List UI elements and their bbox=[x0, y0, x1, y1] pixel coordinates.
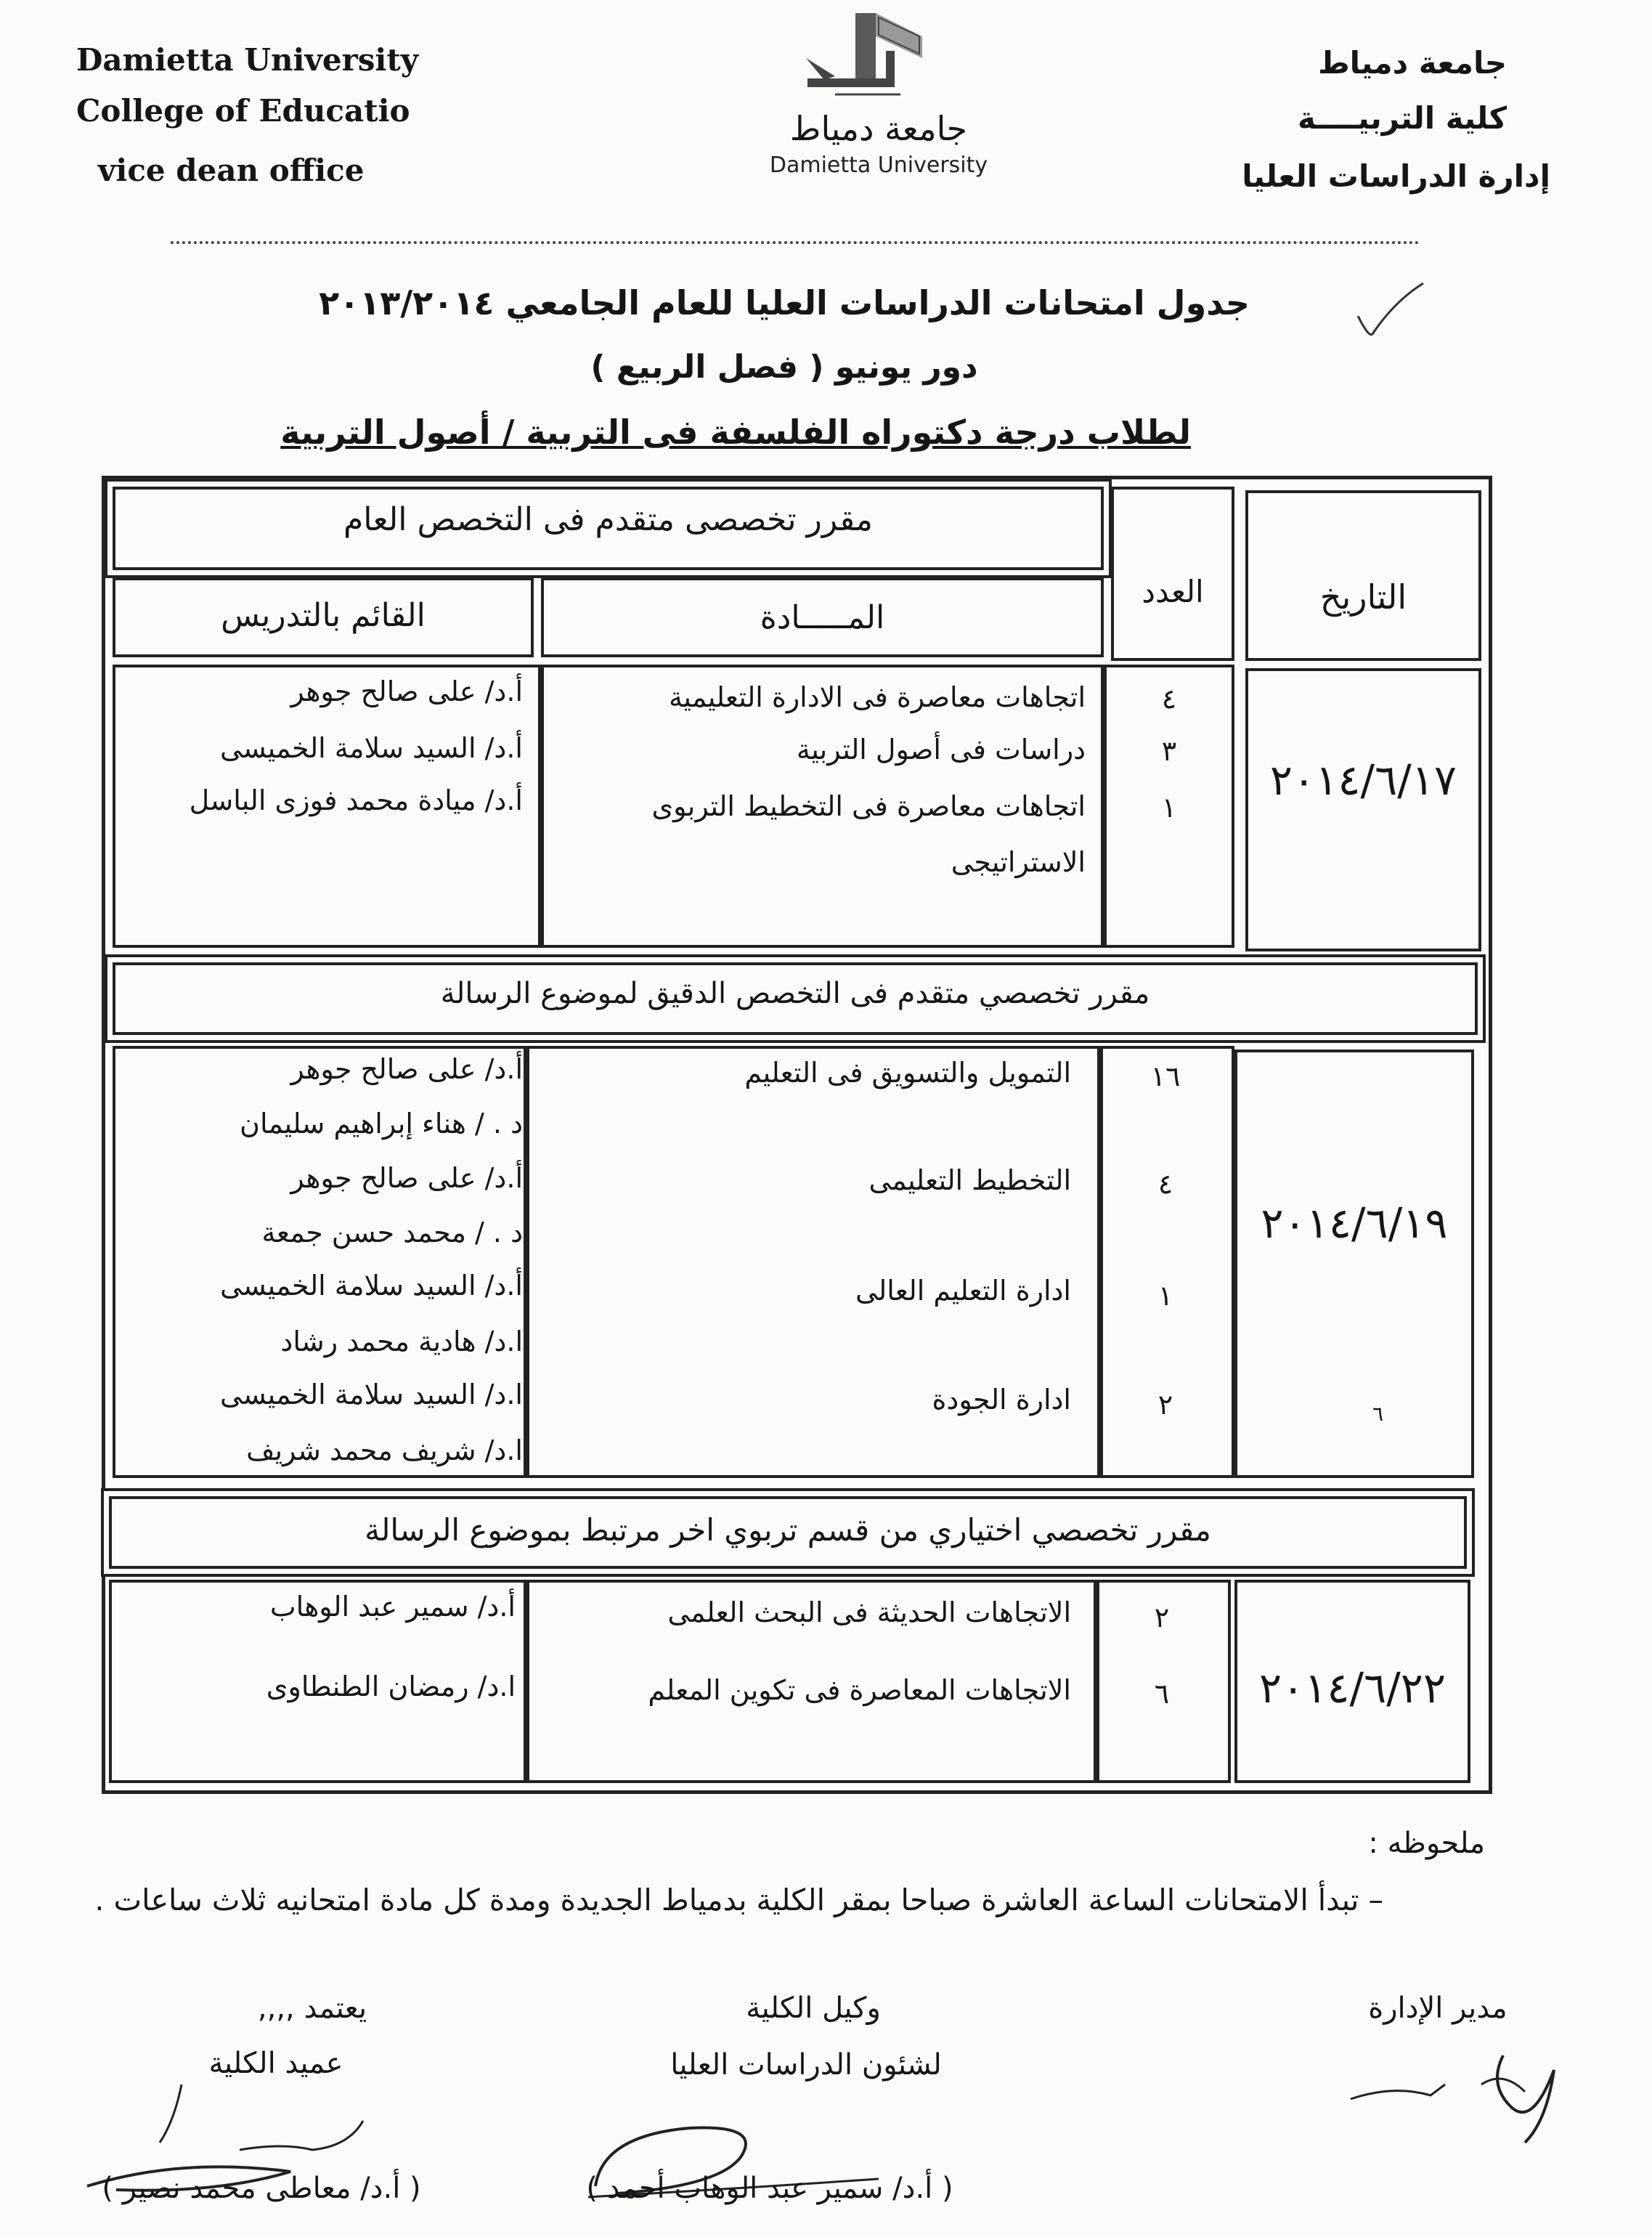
table-row-subject: التمويل والتسويق فى التعليم bbox=[744, 1057, 1071, 1089]
table-row-subject: الاتجاهات الحديثة فى البحث العلمى bbox=[667, 1596, 1071, 1628]
date-header: التاريخ bbox=[1319, 577, 1407, 617]
section-1-date-cell bbox=[1245, 668, 1481, 951]
table-row-instructor: أ.د/ ميادة محمد فوزى الباسل bbox=[189, 784, 523, 816]
logo-text-en: Damietta University bbox=[769, 153, 988, 178]
table-row-instructor: أ.د/ سمير عبد الوهاب bbox=[269, 1591, 516, 1623]
students-title: لطلاب درجة دكتوراه الفلسفة فى التربية / أصول التربية bbox=[280, 413, 1191, 452]
dean-approve: يعتمد ,,,, bbox=[257, 1992, 367, 2025]
section-2-date: ٢٠١٤/٦/١٩ bbox=[1261, 1198, 1448, 1248]
table-row-count: ١ bbox=[1161, 792, 1177, 824]
count-header: العدد bbox=[1142, 574, 1204, 609]
logo-text-ar: جامعة دمياط bbox=[789, 109, 968, 148]
college-name-ar: كلية التربيــــة bbox=[1297, 100, 1507, 136]
table-row-instructor: أ.د/ على صالح جوهر bbox=[290, 1053, 523, 1085]
table-row-instructor: ا.د/ هادية محمد رشاد bbox=[280, 1325, 523, 1357]
university-logo bbox=[755, 7, 1002, 182]
check-mark-icon bbox=[1351, 280, 1431, 348]
table-row-subject: اتجاهات معاصرة فى التخطيط التربوى bbox=[651, 790, 1086, 822]
table-row-count: ٦ bbox=[1154, 1678, 1170, 1710]
schedule-title: جدول امتحانات الدراسات العليا للعام الجامعي ٢٠١٣/٢٠١٤ bbox=[319, 283, 1250, 322]
table-row-instructor: د . / محمد حسن جمعة bbox=[261, 1217, 523, 1249]
college-name-en: College of Educatio bbox=[76, 93, 410, 129]
table-row-subject: الاتجاهات المعاصرة فى تكوين المعلم bbox=[648, 1674, 1071, 1706]
section-1-title: مقرر تخصصى متقدم فى التخصص العام bbox=[343, 501, 873, 538]
table-row-subject: ادارة الجودة bbox=[932, 1384, 1071, 1416]
vice-dean-title: وكيل الكلية bbox=[746, 1992, 881, 2025]
header-divider bbox=[171, 241, 1420, 244]
dean-title: عميد الكلية bbox=[208, 2047, 343, 2080]
vice-dean-name: ( أ.د/ سمير عبد الوهاب أحمد ) bbox=[586, 2172, 953, 2205]
vice-dean-subtitle: لشئون الدراسات العليا bbox=[670, 2048, 942, 2082]
note-text: – تبدأ الامتحانات الساعة العاشرة صباحا بمقر الكلية بدمياط الجديدة ومدة كل مادة امتحانيه ثلاث ساعات . bbox=[94, 1883, 1383, 1917]
section-3-title: مقرر تخصصي اختياري من قسم تربوي اخر مرتبط بموضوع الرسالة bbox=[365, 1512, 1211, 1548]
dean-name: ( أ.د/ معاطى محمد نصير ) bbox=[102, 2172, 421, 2205]
manager-title: مدير الإدارة bbox=[1368, 1992, 1507, 2025]
table-row-instructor: أ.د/ السيد سلامة الخميسى bbox=[220, 1270, 523, 1302]
table-row-count: ٤ bbox=[1157, 1168, 1173, 1200]
table-row-count: ٢ bbox=[1157, 1389, 1173, 1421]
university-name-ar: جامعة دمياط bbox=[1318, 45, 1507, 81]
table-row-instructor: ا.د/ رمضان الطنطاوى bbox=[266, 1670, 516, 1702]
subject-header: المـــــادة bbox=[760, 599, 885, 636]
section-1-date: ٢٠١٤/٦/١٧ bbox=[1269, 755, 1457, 805]
table-row-subject: دراسات فى أصول التربية bbox=[796, 734, 1086, 766]
table-row-subject: اتجاهات معاصرة فى الادارة التعليمية bbox=[669, 681, 1086, 713]
instructor-header: القائم بالتدريس bbox=[221, 597, 426, 634]
table-row-instructor: أ.د/ السيد سلامة الخميسى bbox=[220, 732, 523, 764]
table-row-count: ٣ bbox=[1161, 735, 1177, 767]
stray-mark: ٦ bbox=[1372, 1402, 1384, 1426]
note-label: ملحوظه : bbox=[1368, 1827, 1485, 1860]
table-row-instructor: أ.د/ على صالح جوهر bbox=[290, 1162, 523, 1194]
table-row-count: ٢ bbox=[1154, 1601, 1170, 1633]
table-row-count: ١ bbox=[1157, 1280, 1173, 1312]
office-name-ar: إدارة الدراسات العليا bbox=[1242, 158, 1550, 194]
manager-signature-icon bbox=[1336, 2041, 1568, 2153]
table-row-instructor: أ.د/ على صالح جوهر bbox=[290, 675, 523, 707]
table-row-subject-continued: الاستراتيجى bbox=[951, 846, 1086, 878]
table-row-instructor: ا.د/ شريف محمد شريف bbox=[246, 1434, 523, 1466]
date-header-cell bbox=[1245, 490, 1481, 661]
section-2-date-cell bbox=[1234, 1050, 1474, 1478]
table-row-subject: التخطيط التعليمى bbox=[868, 1164, 1071, 1196]
table-row-count: ٤ bbox=[1161, 683, 1177, 715]
office-name-en: vice dean office bbox=[98, 153, 365, 188]
table-row-instructor: د . / هناء إبراهيم سليمان bbox=[240, 1108, 523, 1140]
table-row-count: ١٦ bbox=[1150, 1060, 1181, 1092]
university-name-en: Damietta University bbox=[76, 42, 419, 78]
section-2-title: مقرر تخصصي متقدم فى التخصص الدقيق لموضوع الرسالة bbox=[440, 977, 1150, 1010]
table-row-subject: ادارة التعليم العالى bbox=[855, 1275, 1071, 1307]
section-3-date: ٢٠١٤/٦/٢٢ bbox=[1258, 1663, 1446, 1713]
session-title: دور يونيو ( فصل الربيع ) bbox=[590, 349, 978, 386]
table-row-instructor: ا.د/ السيد سلامة الخميسى bbox=[220, 1379, 523, 1410]
